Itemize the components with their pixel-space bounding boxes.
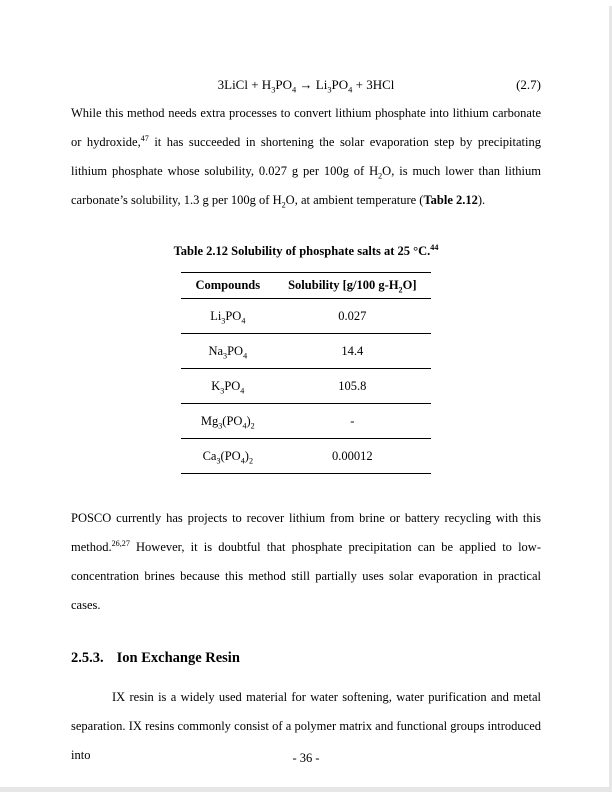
- header-compounds: Compounds: [181, 273, 274, 299]
- paragraph-posco: POSCO currently has projects to recover lithium from brine or battery recycling with this method.$^{26,27}$ However, it is doubtful that phosphate precipitation can be applied to low-concentration brines because this method still partially uses solar evaporation in practical cases.: [71, 511, 541, 612]
- paragraph-phosphate-method: While this method needs extra processes to convert lithium phosphate into lithium carbonate or hydroxide,$^{47}$ it has succeeded in shortening the solar evaporation step by precipitating lithium phosphate whose solubility, 0.027 g per 100g of $H_2O$, is much lower than lithium carbonate’s solubility, 1.3 g per 100g of $H_2O$, at ambient temperature (Table 2.12).: [71, 106, 541, 210]
- paragraph-ix-resin: IX resin is a widely used material for water softening, water purification and metal separation. IX resins commonly consist of a polymer matrix and functional groups introduced into: [71, 690, 541, 762]
- table-cell: $Mg_3(PO_4)_2$: [181, 404, 274, 439]
- table-header-row: [181, 273, 430, 299]
- section-heading: [71, 644, 541, 673]
- page-edge-bottom: [0, 787, 612, 792]
- table-head: [181, 273, 430, 299]
- table-row: [181, 439, 430, 474]
- table-cell: 0.00012: [274, 439, 430, 474]
- solubility-table: [181, 272, 430, 474]
- table-row: [181, 299, 430, 334]
- table-cell: $Na_3PO_4$: [181, 334, 274, 369]
- section-number: 2.5.3.: [71, 650, 104, 666]
- table-body: [181, 299, 430, 474]
- page-number: - 36 -: [292, 751, 320, 765]
- table-cell: -: [274, 404, 430, 439]
- table-cell: 14.4: [274, 334, 430, 369]
- header-solubility: Solubility [g/100 $g-H_2O$]: [274, 273, 430, 299]
- table-row: [181, 334, 430, 369]
- equation-block: [71, 70, 541, 99]
- table-row: [181, 404, 430, 439]
- table-cell: $K_3PO_4$: [181, 369, 274, 404]
- table-cell: $Li_3PO_4$: [181, 299, 274, 334]
- chemical-equation: 3LiCl + $H_3PO_4 \to Li_3PO_4 + 3HCl$: [217, 77, 395, 95]
- table-caption: Table 2.12 Solubility of phosphate salts at 25 °C.$^{44}$: [173, 242, 439, 258]
- equation-number: (2.7): [516, 77, 542, 92]
- table-cell: 0.027: [274, 299, 430, 334]
- table-cell: $Ca_3(PO_4)_2$: [181, 439, 274, 474]
- table-cell: 105.8: [274, 369, 430, 404]
- section-title: Ion Exchange Resin: [116, 650, 240, 666]
- table-row: [181, 369, 430, 404]
